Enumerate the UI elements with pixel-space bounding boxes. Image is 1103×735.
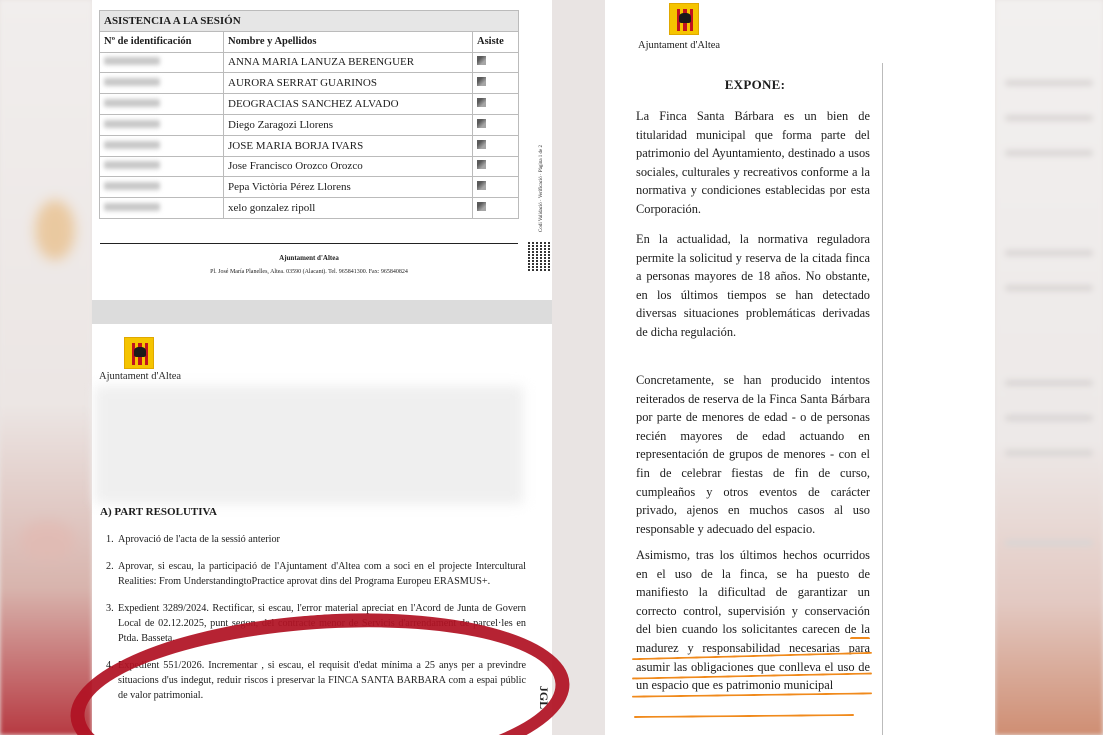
- signature-icon: [477, 98, 486, 107]
- paragraph: En la actualidad, la normativa reguladora permite la solicitud y reserva de la citada finca a personas mayores de 18 años. No obstante, en los últimos tiempos se han detectado diversas situaciones problemáticas derivadas de dicha regulación.: [636, 232, 870, 339]
- paragraph: Asimismo, tras los últimos hechos ocurridos en el uso de la finca, se ha puesto de manifiesto la dificultad de garantizar un correcto control, supervisión y conservación del bien cuando los solicitantes carecen de la madurez y responsabilidad necesarias para asumir las obligaciones que conlleva el uso de un espacio que es patrimonio municipal: [636, 548, 870, 693]
- attendee-name: DEOGRACIAS SANCHEZ ALVADO: [224, 94, 473, 115]
- redacted-id: [100, 177, 224, 198]
- table-title: ASISTENCIA A LA SESIÓN: [100, 11, 519, 32]
- blurred-background-left: [0, 0, 92, 735]
- table-row: [100, 198, 519, 219]
- signature-icon: [477, 140, 486, 149]
- paragraph: Concretamente, se han producido intentos reiterados de reserva de la Finca Santa Bárbara por parte de menores de edad - o de personas recién mayores de edad actuando en representación de grupos de menores - con el fin de celebrar fiestas de fin de curso, cumpleaños y otros eventos de carácter privado, ajenos en muchos casos al uso responsable y adecuado del espacio.: [636, 373, 870, 536]
- table-row: [100, 73, 519, 94]
- table-row: [100, 177, 519, 198]
- header-attends: Asiste: [473, 31, 519, 52]
- redacted-id: [100, 52, 224, 73]
- attendee-name: Jose Francisco Orozco Orozco: [224, 156, 473, 177]
- redacted-id: [100, 114, 224, 135]
- footer-divider: [100, 243, 518, 244]
- redacted-id: [100, 135, 224, 156]
- attendance-table: [99, 10, 519, 219]
- signature-icon: [477, 181, 486, 190]
- altea-crest-icon: [669, 3, 699, 35]
- crest-label: Ajuntament d'Altea: [99, 371, 182, 382]
- list-item: 1. Aprovació de l'acta de la sessió anterior: [106, 534, 280, 545]
- attendee-name: ANNA MARIA LANUZA BERENGUER: [224, 52, 473, 73]
- header-name: Nombre y Apellidos: [224, 31, 473, 52]
- redacted-id: [100, 156, 224, 177]
- list-item: 4. Expedient 551/2026. Incrementar , si escau, el requisit d'edat mínima a 25 anys per a previndre situacions d'us indegut, reduir riscos i preservar la FINCA SANTA BARBARA com a espai públic de valor patrimonial.: [106, 660, 526, 701]
- page-separator: [92, 300, 552, 324]
- table-row: [100, 114, 519, 135]
- attendee-name: AURORA SERRAT GUARINOS: [224, 73, 473, 94]
- table-row: [100, 52, 519, 73]
- header-id: Nº de identificación: [100, 31, 224, 52]
- signature-icon: [477, 77, 486, 86]
- attendee-name: Pepa Victòria Pérez Llorens: [224, 177, 473, 198]
- list-item: 2. Aprovar, si escau, la participació de l'Ajuntament d'Altea com a soci en el projecte Intercultural Realities: From UnderstandingtoPractice aprovat dins del Programa Europeu ERASMUS+.: [106, 561, 526, 587]
- signature-icon: [477, 160, 486, 169]
- crest-label: Ajuntament d'Altea: [638, 40, 721, 51]
- orange-underline-annotation: [850, 637, 870, 639]
- redacted-id: [100, 198, 224, 219]
- altea-crest-icon: [124, 337, 154, 369]
- attendee-name: xelo gonzalez ripoll: [224, 198, 473, 219]
- table-row: [100, 94, 519, 115]
- blurred-content: [95, 386, 523, 504]
- side-label: JGL: [537, 685, 552, 710]
- heading: EXPONE:: [724, 77, 786, 92]
- table-row: [100, 156, 519, 177]
- paragraph: La Finca Santa Bárbara es un bien de titularidad municipal que forma parte del patrimonio del Ayuntamiento, destinado a usos sociales, culturales y recreativos conforme a la normativa y condiciones establecidas por esta Corporación.: [636, 109, 870, 216]
- list-item: 3. Expedient 3289/2024. Rectificar, si escau, l'error material apreciat en l'Acord de Junta de Govern Local de 02.12.2025, punt segon, del contracte menor de Servicis d'arrendament de parcel·les en Ptda. Basseta.: [106, 603, 526, 644]
- margin-rule: [882, 63, 883, 735]
- qr-code-icon: [528, 241, 550, 271]
- section-title: A) PART RESOLUTIVA: [100, 506, 217, 518]
- attendee-name: Diego Zaragozi Llorens: [224, 114, 473, 135]
- redacted-id: [100, 94, 224, 115]
- blurred-background-right: [995, 0, 1103, 735]
- table-row: [100, 135, 519, 156]
- footer-name: Ajuntament d'Altea: [279, 254, 339, 262]
- footer-address: Pl. José María Planelles, Altea. 03590 (Alacant). Tel. 965841300. Fax: 965840824: [210, 269, 408, 275]
- verification-code: Codi Validació · Verificació · Pàgina 1 de 2: [539, 144, 544, 232]
- signature-icon: [477, 119, 486, 128]
- attendee-name: JOSE MARIA BORJA IVARS: [224, 135, 473, 156]
- signature-icon: [477, 202, 486, 211]
- signature-icon: [477, 56, 486, 65]
- redacted-id: [100, 73, 224, 94]
- agenda-list: [106, 532, 526, 715]
